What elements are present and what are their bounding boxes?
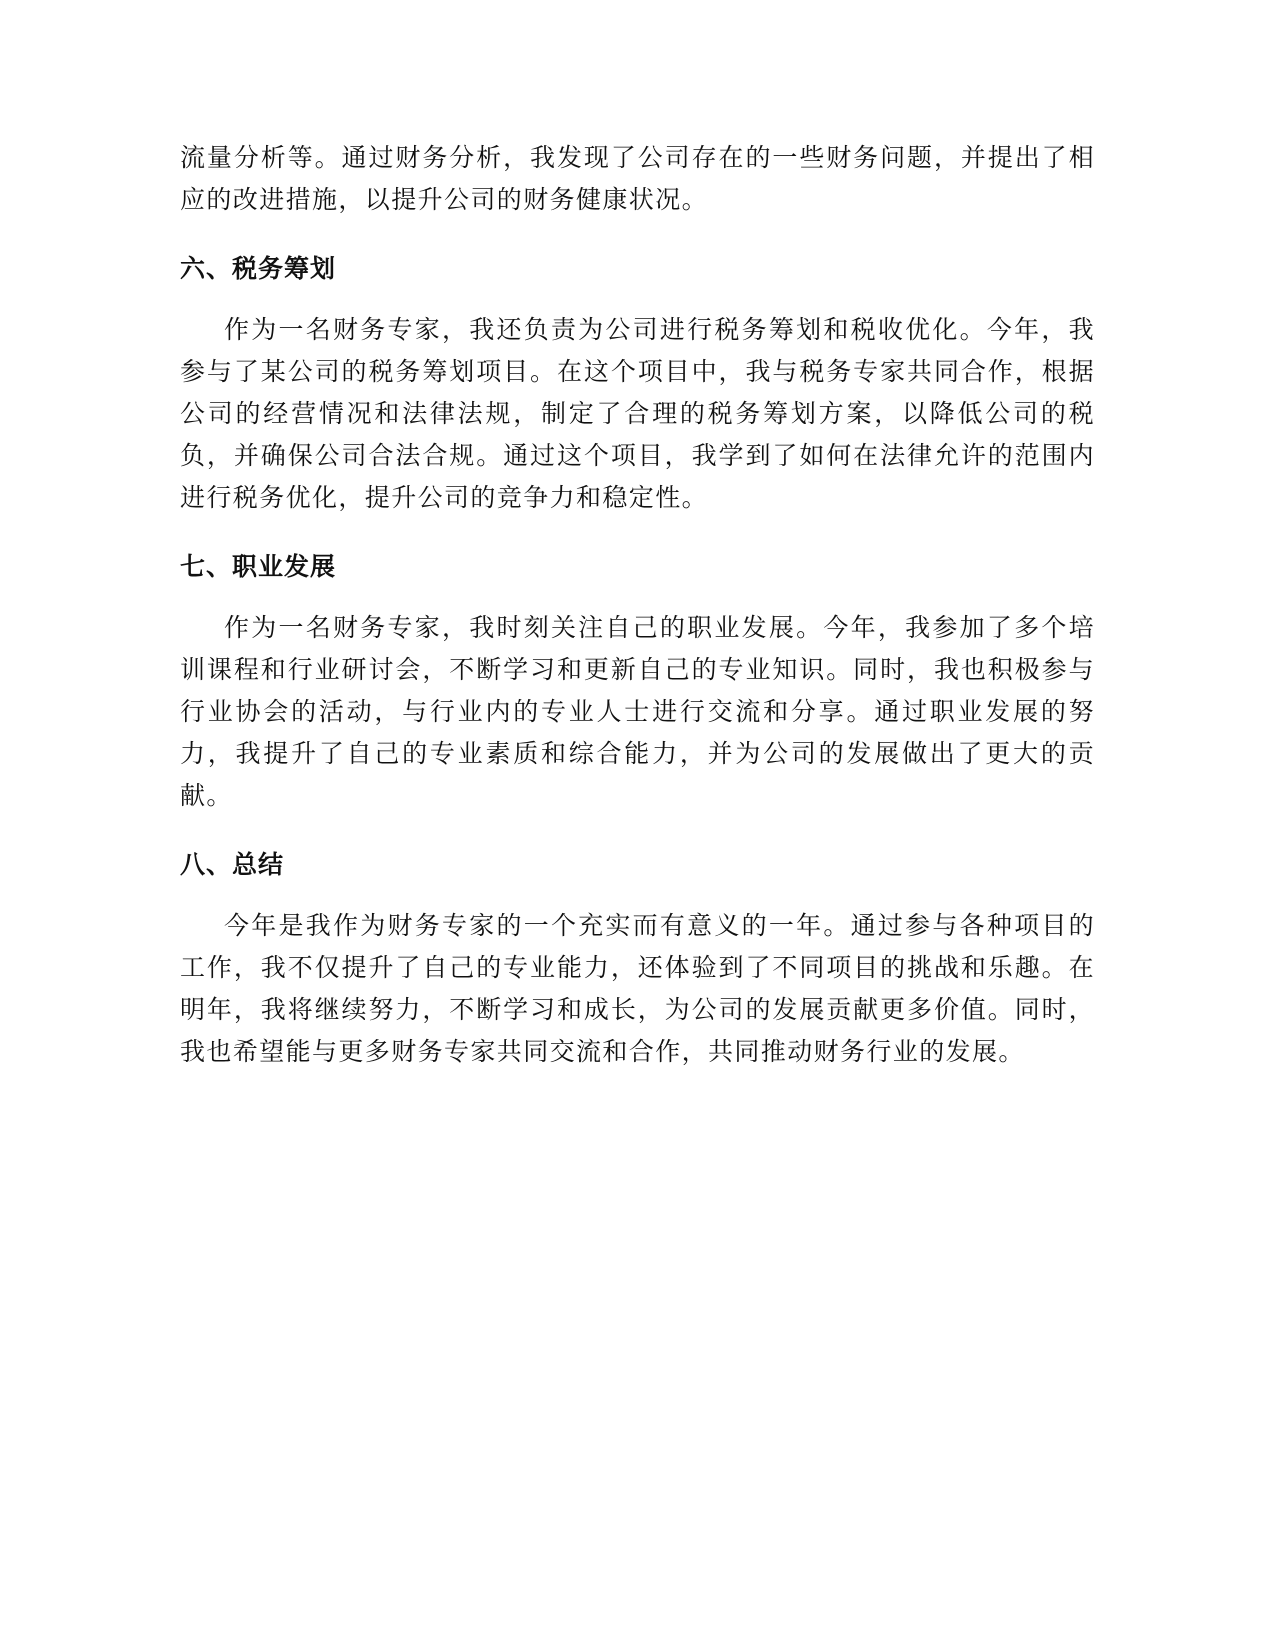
section-paragraph-summary: 今年是我作为财务专家的一个充实而有意义的一年。通过参与各种项目的工作，我不仅提升了自己的专业能力，还体验到了不同项目的挑战和乐趣。在明年，我将继续努力，不断学习和成长，为公司的发展贡献更多价值。同时，我也希望能与更多财务专家共同交流和合作，共同推动财务行业的发展。 [180,911,1095,1066]
spacer [180,519,1095,546]
document-page [180,137,1095,1073]
spacer [180,886,1095,905]
spacer [180,221,1095,248]
section-heading-tax-planning: 六、税务筹划 [180,254,337,283]
section-paragraph-career-development: 作为一名财务专家，我时刻关注自己的职业发展。今年，我参加了多个培训课程和行业研讨会，不断学习和更新自己的专业知识。同时，我也积极参与行业协会的活动，与行业内的专业人士进行交流和分享。通过职业发展的努力，我提升了自己的专业素质和综合能力，并为公司的发展做出了更大的贡献。 [180,613,1095,810]
spacer [180,817,1095,844]
section-paragraph-tax-planning: 作为一名财务专家，我还负责为公司进行税务筹划和税收优化。今年，我参与了某公司的税务筹划项目。在这个项目中，我与税务专家共同合作，根据公司的经营情况和法律法规，制定了合理的税务筹划方案，以降低公司的税负，并确保公司合法合规。通过这个项目，我学到了如何在法律允许的范围内进行税务优化，提升公司的竞争力和稳定性。 [180,315,1095,512]
section-heading-career-development: 七、职业发展 [180,552,337,581]
spacer [180,290,1095,309]
intro-paragraph: 流量分析等。通过财务分析，我发现了公司存在的一些财务问题，并提出了相应的改进措施，以提升公司的财务健康状况。 [180,143,1095,214]
spacer [180,588,1095,607]
section-heading-summary: 八、总结 [180,850,285,879]
